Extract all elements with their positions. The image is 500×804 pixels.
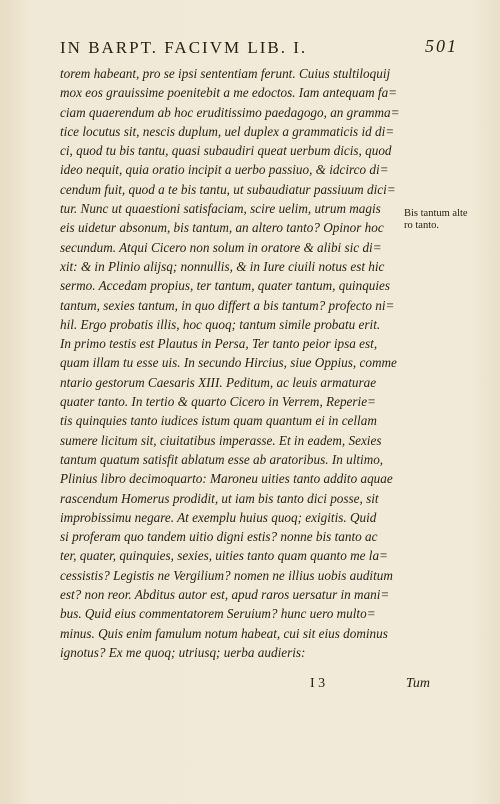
- text-line: torem habeant, pro se ipsi sententiam ferunt. Cuius stultiloquij: [60, 66, 391, 81]
- text-line: cendum fuit, quod a te bis tantu, ut subaudiatur passiuum dici=: [60, 181, 396, 197]
- text-line: tur. Nunc ut quaestioni satisfaciam, scire uelim, utrum magis: [60, 201, 381, 217]
- signature-mark: I 3: [310, 676, 326, 691]
- text-line: eis uidetur absonum, bis tantum, an altero tanto? Opinor hoc: [60, 220, 384, 236]
- page-header: [60, 36, 458, 60]
- text-line: quater tanto. In tertio & quarto Cicero in Verrem, Reperie=: [60, 394, 376, 410]
- text-line: mox eos grauissime poenitebit a me edoctos. Iam antequam fa=: [60, 85, 398, 101]
- text-line: secundum. Atqui Cicero non solum in oratore & alibi sic di=: [60, 239, 382, 255]
- text-line: minus. Quis enim famulum notum habeat, cui sit eius dominus: [60, 625, 388, 641]
- text-line: ntario gestorum Caesaris XIII. Peditum, ac leuis armaturae: [60, 374, 377, 390]
- text-line: est? non reor. Abditus autor est, apud raros uersatur in mani=: [60, 587, 390, 603]
- text-line: xit: & in Plinio alijsq; nonnullis, & in Iure ciuili notus est hic: [60, 258, 385, 274]
- text-line: bus. Quid eius commentatorem Seruium? hunc uero multo=: [60, 606, 376, 622]
- margin-note: [404, 208, 496, 232]
- text-line: quam illam tu esse uis. In secundo Hircius, siue Oppius, comme: [60, 355, 397, 371]
- text-line: ciam quaerendum ab hoc eruditissimo paedagogo, an gramma=: [60, 104, 400, 120]
- text-line: tice locutus sit, nescis duplum, uel duplex a grammaticis id di=: [60, 123, 395, 139]
- text-line: tantum quatum satisfit ablatum esse ab aratoribus. In ultimo,: [60, 451, 384, 467]
- text-line: cessistis? Legistis ne Vergilium? nomen ne illius uobis auditum: [60, 567, 393, 583]
- text-line: sumere licitum sit, ciuitatibus imperasse. Et in eadem, Sexies: [60, 432, 382, 448]
- body-text: [60, 64, 400, 662]
- catchword: Tum: [405, 676, 430, 691]
- text-line: sermo. Accedam propius, ter tantum, quater tantum, quinquies: [60, 278, 391, 294]
- margin-note-line: ro tanto.: [404, 220, 439, 231]
- margin-note-line: Bis tantum alte: [404, 208, 468, 219]
- text-line: si proferam quo tandem uitio digni estis? nonne bis tanto ac: [60, 529, 378, 545]
- running-title: IN BARPT. FACIVM LIB. I.: [60, 38, 308, 57]
- page-footer: [60, 676, 430, 698]
- text-line: ignotus? Ex me quoq; utriusq; uerba audieris:: [60, 644, 306, 660]
- text-line: rascendum Homerus prodidit, ut iam bis tanto dici posse, sit: [60, 490, 379, 506]
- text-line: In primo testis est Plautus in Persa, Ter tanto peior ipsa est,: [60, 336, 378, 352]
- text-line: hil. Ergo probatis illis, hoc quoq; tantum simile probatu erit.: [60, 316, 381, 332]
- text-line: improbissimu negare. At exemplu huius quoq; exigitis. Quid: [60, 509, 377, 525]
- text-line: ideo nequit, quia oratio incipit a uerbo passiuo, & idcirco di=: [60, 162, 389, 178]
- text-line: tantum, sexies tantum, in quo differt a bis tantum? profecto ni=: [60, 297, 395, 313]
- text-line: ci, quod tu bis tantu, quasi subaudiri queat uerbum dicis, quod: [60, 143, 392, 159]
- text-line: Plinius libro decimoquarto: Maroneu uities tanto addito aquae: [60, 471, 393, 487]
- page-number: 501: [425, 36, 458, 56]
- text-line: ter, quater, quinquies, sexies, uities tanto quam quanto me la=: [60, 548, 388, 564]
- text-line: tis quinquies tanto iudices istum quam quantum ei in cellam: [60, 413, 377, 429]
